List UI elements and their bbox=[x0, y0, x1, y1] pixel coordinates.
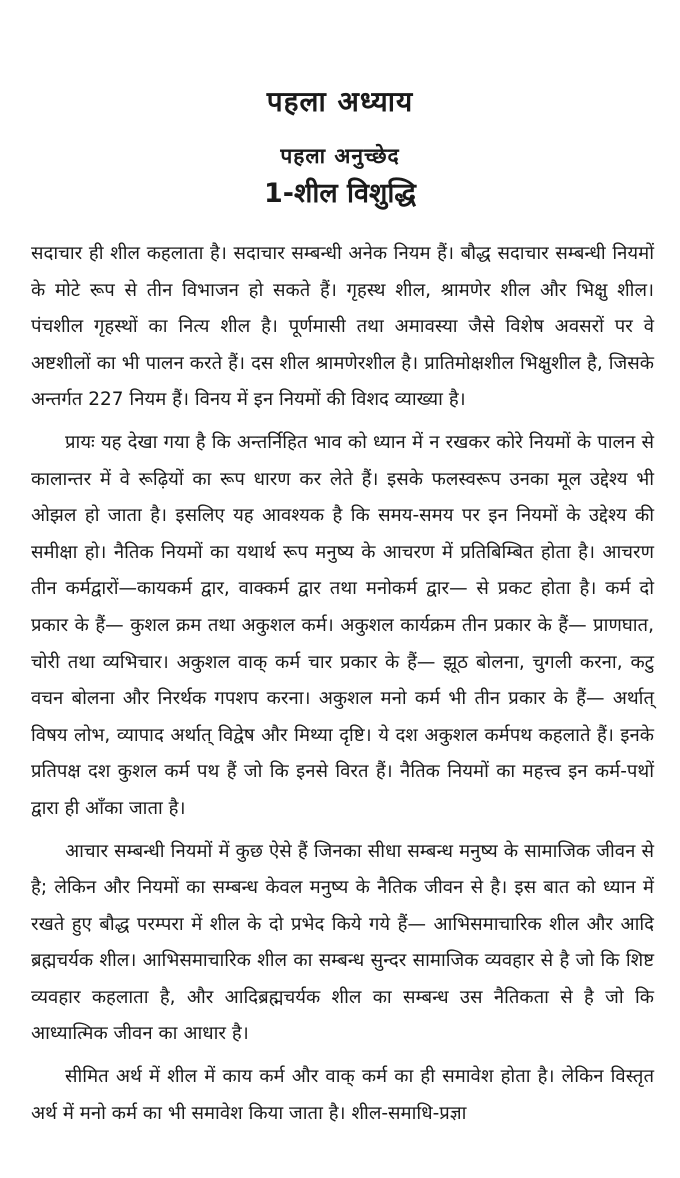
section-title: पहला अनुच्छेद bbox=[280, 144, 400, 168]
paragraph: सीमित अर्थ में शील में काय कर्म और वाक् कर्म का ही समावेश होता है। लेकिन विस्तृत अर्थ में मनो कर्म का भी समावेश किया जाता है। शील-समाधि-प्रज्ञा bbox=[31, 1066, 654, 1124]
body-text bbox=[31, 236, 654, 1138]
topic-title: 1-शील विशुद्धि bbox=[264, 178, 416, 209]
paragraph: आचार सम्बन्धी नियमों में कुछ ऐसे हैं जिनका सीधा सम्बन्ध मनुष्य के सामाजिक जीवन से है; लेकिन और नियमों का सम्बन्ध केवल मनुष्य के नैतिक जीवन से है। इस बात को ध्यान में रखते हुए बौद्ध परम्परा में शील के दो प्रभेद किये गये हैं— आभिसमाचारिक शील और आदि ब्रह्मचर्यक शील। आभिसमाचारिक शील का सम्बन्ध सुन्दर सामाजिक व्यवहार से है जो कि शिष्ट व्यवहार कहलाता है, और आदिब्रह्मचर्यक शील का सम्बन्ध उस नैतिकता से है जो कि आध्यात्मिक जीवन का आधार है। bbox=[31, 840, 654, 1045]
paragraph: सदाचार ही शील कहलाता है। सदाचार सम्बन्धी अनेक नियम हैं। बौद्ध सदाचार सम्बन्धी नियमों के मोटे रूप से तीन विभाजन हो सकते हैं। गृहस्थ शील, श्रामणेर शील और भिक्षु शील। पंचशील गृहस्थों का नित्य शील है। पूर्णमासी तथा अमावस्या जैसे विशेष अवसरों पर वे अष्टशीलों का भी पालन करते हैं। दस शील श्रामणेरशील है। प्रातिमोक्षशील भिक्षुशील है, जिसके अन्तर्गत 227 नियम हैं। विनय में इन नियमों की विशद व्याख्या है। bbox=[31, 243, 654, 411]
chapter-title: पहला अध्याय bbox=[266, 85, 414, 118]
paragraph: प्रायः यह देखा गया है कि अन्तर्निहित भाव को ध्यान में न रखकर कोरे नियमों के पालन से कालान्तर में वे रूढ़ियों का रूप धारण कर लेते हैं। इसके फलस्वरूप उनका मूल उद्देश्य भी ओझल हो जाता है। इसलिए यह आवश्यक है कि समय-समय पर इन नियमों के उद्देश्य की समीक्षा हो। नैतिक नियमों का यथार्थ रूप मनुष्य के आचरण में प्रतिबिम्बित होता है। आचरण तीन कर्मद्वारों—कायकर्म द्वार, वाक्कर्म द्वार तथा मनोकर्म द्वार— से प्रकट होता है। कर्म दो प्रकार के हैं— कुशल क्रम तथा अकुशल कर्म। अकुशल कार्यक्रम तीन प्रकार के हैं— प्राणघात, चोरी तथा व्यभिचार। अकुशल वाक् कर्म चार प्रकार के हैं— झूठ बोलना, चुगली करना, कटु वचन बोलना और निरर्थक गपशप करना। अकुशल मनो कर्म भी तीन प्रकार के हैं— अर्थात् विषय लोभ, व्यापाद अर्थात् विद्वेष और मिथ्या दृष्टि। ये दश अकुशल कर्मपथ कहलाते हैं। इनके प्रतिपक्ष दश कुशल कर्म पथ हैं जो कि इनसे विरत हैं। नैतिक नियमों का महत्त्व इन कर्म-पथों द्वारा ही आँका जाता है। bbox=[31, 431, 654, 819]
